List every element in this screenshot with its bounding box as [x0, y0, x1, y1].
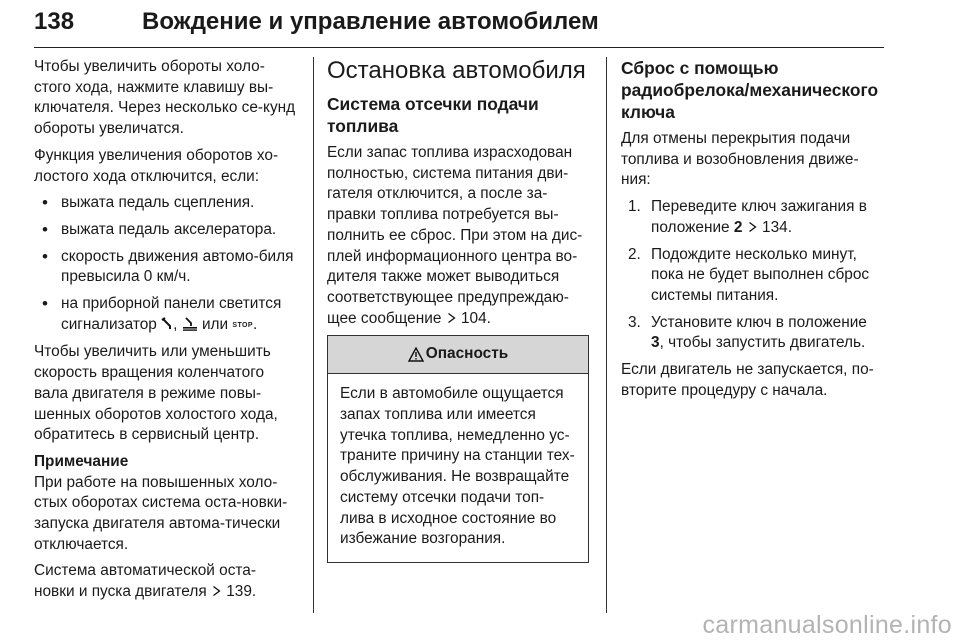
paragraph: Функция увеличения оборотов хо-лостого хода отключится, если: [34, 146, 279, 185]
warning-box [327, 335, 589, 563]
stop-indicator-icon: STOP [232, 321, 253, 329]
position-label: 3 [651, 334, 660, 352]
paragraph-text: Если запас топлива израсходован полностью, система питания дви-гателя отключится, а после за-правки топлива потребуется вы-полнить ее сброс. При этом на дис-плей информационного центра во-дителя также может выводиться соответствующее предупреждаю-щее сообщение [327, 144, 583, 327]
page-number: 138 [34, 8, 75, 35]
step-number: 2. [628, 245, 641, 263]
note-title: Примечание [34, 452, 129, 470]
column-divider [313, 57, 314, 613]
page-reference-icon [212, 585, 221, 597]
paragraph: Для отмены перекрытия подачи топлива и возобновления движе-ния: [621, 130, 859, 189]
list-item: • выжата педаль акселератора. [34, 220, 296, 241]
paragraph [327, 143, 589, 329]
column-right [621, 57, 883, 407]
brake-pedal-indicator-icon [182, 317, 198, 331]
list-item-text: , [173, 315, 178, 333]
list-item-text: или [201, 315, 229, 333]
paragraph-text: Система автоматической оста-новки и пуска двигателя [34, 562, 256, 601]
page-reference[interactable]: 134. [762, 218, 792, 236]
list-item-text: , чтобы запустить двигатель. [659, 334, 866, 352]
page-header [34, 0, 884, 48]
subsection-title: Сброс с помощью радиобрелока/механического ключа [621, 58, 879, 122]
list-item-text: Установите ключ в положение [651, 313, 867, 331]
chapter-title: Вождение и управление автомобилем [142, 8, 599, 35]
column-left [34, 57, 296, 609]
paragraph: Если двигатель не запускается, по-вторите процедуру с начала. [621, 361, 874, 399]
page-reference-icon [748, 221, 757, 233]
list-item [621, 245, 883, 307]
step-number: 3. [628, 313, 641, 331]
list-item-text: на приборной панели светится сигнализатор [61, 295, 282, 333]
step-number: 1. [628, 198, 641, 216]
list-item [34, 294, 296, 336]
list-item: • скорость движения автомо-биля превысила 0 км/ч. [34, 247, 296, 288]
warning-triangle-icon [408, 347, 424, 362]
column-divider [606, 57, 607, 613]
paragraph: Чтобы увеличить обороты холо-стого хода, нажмите клавишу вы-ключателя. Через несколько се-кунд обороты увеличатся. [34, 58, 296, 138]
list-item-text: Подождите несколько минут, пока не будет выполнен сброс системы питания. [651, 245, 870, 304]
numbered-list [621, 197, 883, 354]
paragraph [34, 561, 296, 602]
list-item [621, 313, 883, 354]
list-item: • выжата педаль сцепления. [34, 193, 296, 214]
warning-header [328, 336, 588, 374]
list-item-text: . [252, 315, 258, 333]
paragraph: Чтобы увеличить или уменьшить скорость вращения коленчатого вала двигателя в режиме повы-шенных оборотов холостого хода, обратитесь в сервисный центр. [34, 343, 278, 444]
subsection-title: Система отсечки подачи топлива [327, 94, 539, 136]
page-reference-icon [447, 312, 456, 324]
bullet-list [34, 193, 296, 336]
note-text: При работе на повышенных холо-стых оборотах система оста-новки-запуска двигателя автома-тически отключается. [34, 473, 288, 553]
column-middle [327, 57, 589, 563]
clutch-indicator-icon [161, 317, 173, 331]
list-item [621, 197, 883, 238]
list-item-text: Переведите ключ зажигания в положение [651, 198, 867, 236]
position-label: 2 [733, 218, 743, 236]
watermark: carmanualsonline.info [702, 611, 952, 639]
page-reference[interactable]: 104. [460, 309, 491, 327]
section-title: Остановка автомобиля [327, 57, 586, 84]
warning-text: Если в автомобиле ощущается запах топлива или имеется утечка топлива, немедленно ус-траните причину на станции тех-обслуживания. Не возвращайте систему отсечки подачи топ-лива в исходное состояние во избежание возгорания. [340, 385, 575, 548]
page-reference[interactable]: 139. [226, 583, 257, 601]
warning-title: Опасность [425, 345, 509, 363]
